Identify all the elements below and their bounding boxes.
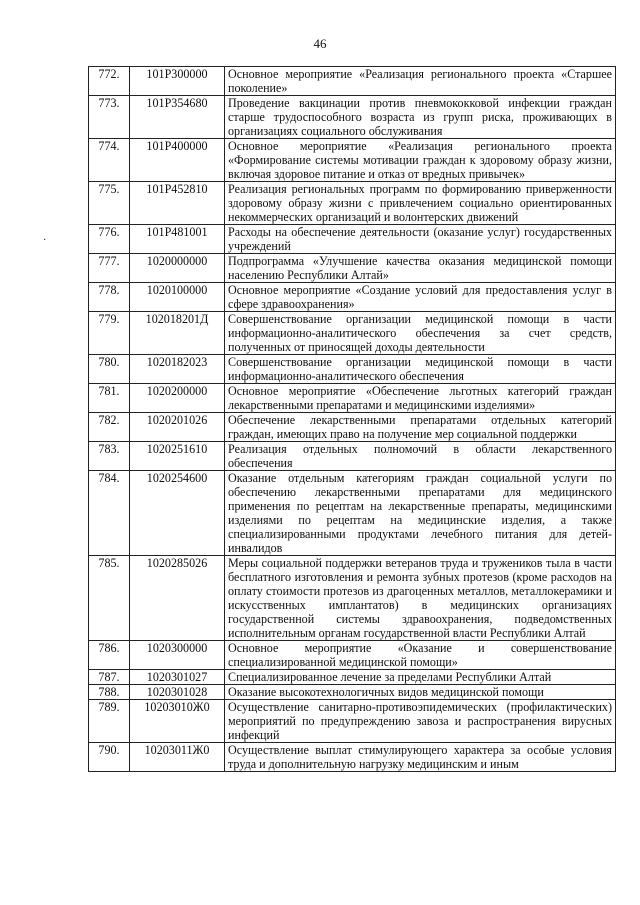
table-row xyxy=(89,685,616,700)
row-number: 786. xyxy=(89,641,130,670)
budget-classification-table xyxy=(88,66,616,772)
budget-code: 1020285026 xyxy=(130,556,225,641)
table-row xyxy=(89,355,616,384)
row-description: Реализация региональных программ по формированию приверженности здоровому образу жизни с привлечением социально ориентированных некоммерческих организаций и волонтерских движений xyxy=(225,182,616,225)
budget-code: 1020254600 xyxy=(130,471,225,556)
row-description: Осуществление выплат стимулирующего характера за особые условия труда и дополнительную нагрузку медицинским и иным xyxy=(225,743,616,772)
row-number: 785. xyxy=(89,556,130,641)
table-row xyxy=(89,182,616,225)
row-description: Оказание отдельным категориям граждан социальной услуги по обеспечению лекарственными препаратами для медицинского применения по рецептам на лекарственные препараты, медицинскими изделиями по рецептам на медицинские изделия, а также специализированными продуктами лечебного питания для детей-инвалидов xyxy=(225,471,616,556)
budget-code: 1020300000 xyxy=(130,641,225,670)
row-number: 789. xyxy=(89,700,130,743)
row-description: Подпрограмма «Улучшение качества оказания медицинской помощи населению Республики Алтай» xyxy=(225,254,616,283)
table-row xyxy=(89,283,616,312)
budget-code: 1020100000 xyxy=(130,283,225,312)
budget-code: 101P400000 xyxy=(130,139,225,182)
row-number: 778. xyxy=(89,283,130,312)
row-description: Расходы на обеспечение деятельности (оказание услуг) государственных учреждений xyxy=(225,225,616,254)
budget-code: 10203011Ж0 xyxy=(130,743,225,772)
row-number: 774. xyxy=(89,139,130,182)
row-description: Основное мероприятие «Реализация регионального проекта «Старшее поколение» xyxy=(225,67,616,96)
row-description: Совершенствование организации медицинской помощи в части информационно-аналитического обеспечения за счет средств, полученных от приносящей доходы деятельности xyxy=(225,312,616,355)
budget-code: 1020201026 xyxy=(130,413,225,442)
budget-code: 101P452810 xyxy=(130,182,225,225)
row-number: 777. xyxy=(89,254,130,283)
row-number: 781. xyxy=(89,384,130,413)
table-row xyxy=(89,312,616,355)
table-row xyxy=(89,670,616,685)
row-description: Основное мероприятие «Оказание и совершенствование специализированной медицинской помощи» xyxy=(225,641,616,670)
row-number: 788. xyxy=(89,685,130,700)
table-row xyxy=(89,384,616,413)
row-description: Основное мероприятие «Реализация регионального проекта «Формирование системы мотивации граждан к здоровому образу жизни, включая здоровое питание и отказ от вредных привычек» xyxy=(225,139,616,182)
row-number: 776. xyxy=(89,225,130,254)
row-number: 773. xyxy=(89,96,130,139)
table-row xyxy=(89,743,616,772)
budget-code: 1020000000 xyxy=(130,254,225,283)
budget-code: 102018201Д xyxy=(130,312,225,355)
table-row xyxy=(89,641,616,670)
row-description: Основное мероприятие «Обеспечение льготных категорий граждан лекарственными препаратами и медицинскими изделиями» xyxy=(225,384,616,413)
table-row xyxy=(89,254,616,283)
row-description: Меры социальной поддержки ветеранов труда и тружеников тыла в части бесплатного изготовления и ремонта зубных протезов (кроме расходов на оплату стоимости протезов из драгоценных металлов, металлокерамики и искусственных имплантатов) в медицинских организациях государственной системы здравоохранения, подведомственных исполнительным органам государственной власти Республики Алтай xyxy=(225,556,616,641)
row-number: 790. xyxy=(89,743,130,772)
row-number: 782. xyxy=(89,413,130,442)
budget-code: 1020301027 xyxy=(130,670,225,685)
table-row xyxy=(89,413,616,442)
row-description: Специализированное лечение за пределами Республики Алтай xyxy=(225,670,616,685)
row-number: 780. xyxy=(89,355,130,384)
table-row xyxy=(89,96,616,139)
table-row xyxy=(89,700,616,743)
table-row xyxy=(89,225,616,254)
row-description: Осуществление санитарно-противоэпидемических (профилактических) мероприятий по предупреждению завоза и распространения вирусных инфекций xyxy=(225,700,616,743)
row-number: 783. xyxy=(89,442,130,471)
row-description: Оказание высокотехнологичных видов медицинской помощи xyxy=(225,685,616,700)
row-description: Обеспечение лекарственными препаратами отдельных категорий граждан, имеющих право на получение мер социальной поддержки xyxy=(225,413,616,442)
row-description: Основное мероприятие «Создание условий для предоставления услуг в сфере здравоохранения» xyxy=(225,283,616,312)
table-row xyxy=(89,442,616,471)
budget-code: 101P354680 xyxy=(130,96,225,139)
row-number: 787. xyxy=(89,670,130,685)
page-number: 46 xyxy=(313,36,327,51)
budget-code: 101P481001 xyxy=(130,225,225,254)
row-number: 775. xyxy=(89,182,130,225)
margin-mark: · xyxy=(43,235,47,246)
row-number: 784. xyxy=(89,471,130,556)
budget-code: 1020200000 xyxy=(130,384,225,413)
row-description: Проведение вакцинации против пневмококковой инфекции граждан старше трудоспособного возраста из групп риска, проживающих в организациях социального обслуживания xyxy=(225,96,616,139)
row-number: 772. xyxy=(89,67,130,96)
row-description: Совершенствование организации медицинской помощи в части информационно-аналитического обеспечения xyxy=(225,355,616,384)
budget-code: 10203010Ж0 xyxy=(130,700,225,743)
budget-code: 101P300000 xyxy=(130,67,225,96)
budget-code: 1020182023 xyxy=(130,355,225,384)
table-row xyxy=(89,471,616,556)
table-row xyxy=(89,556,616,641)
budget-code: 1020251610 xyxy=(130,442,225,471)
table-row xyxy=(89,139,616,182)
row-number: 779. xyxy=(89,312,130,355)
row-description: Реализация отдельных полномочий в области лекарственного обеспечения xyxy=(225,442,616,471)
table-row xyxy=(89,67,616,96)
budget-code: 1020301028 xyxy=(130,685,225,700)
